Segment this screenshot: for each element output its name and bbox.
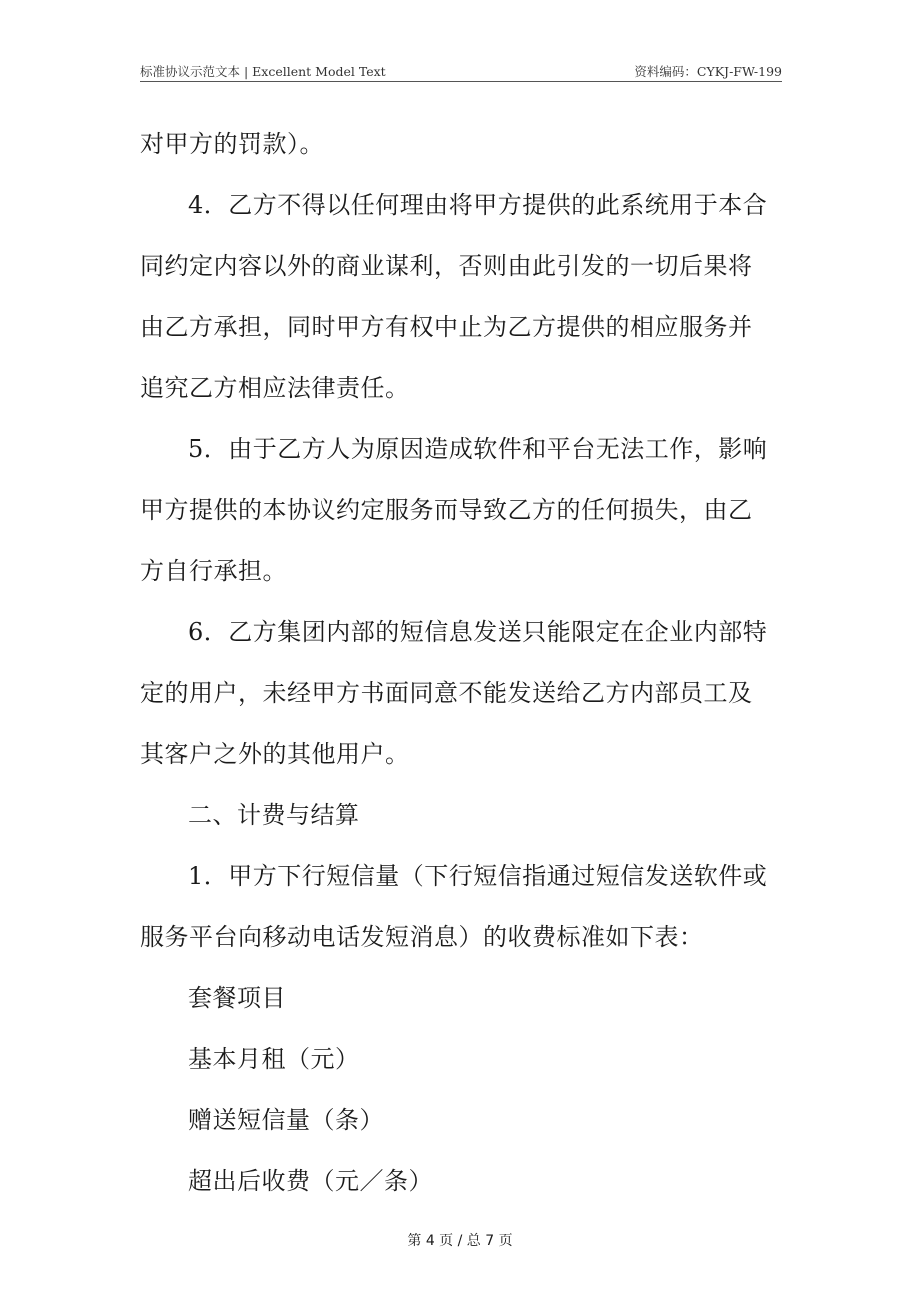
text-line: 甲方提供的本协议约定服务而导致乙方的任何损失，由乙 bbox=[140, 496, 753, 524]
table-item: 基本月租（元） bbox=[188, 1045, 360, 1073]
table-item: 赠送短信量（条） bbox=[188, 1106, 384, 1134]
header-document-code: 资料编码：CYKJ-FW-199 bbox=[634, 64, 782, 79]
page-number: 第 4 页 / 总 7 页 bbox=[407, 1233, 513, 1249]
text-line: 其客户之外的其他用户。 bbox=[140, 740, 410, 768]
table-item: 超出后收费（元／条） bbox=[188, 1167, 433, 1195]
text-line: 5．由于乙方人为原因造成软件和平台无法工作，影响 bbox=[188, 435, 768, 463]
header-divider bbox=[140, 81, 782, 82]
text-line: 同约定内容以外的商业谋利，否则由此引发的一切后果将 bbox=[140, 252, 753, 280]
header-document-type: 标准协议示范文本 | Excellent Model Text bbox=[140, 64, 386, 79]
text-line: 由乙方承担，同时甲方有权中止为乙方提供的相应服务并 bbox=[140, 313, 753, 341]
section-heading: 二、计费与结算 bbox=[188, 801, 360, 829]
text-line: 定的用户，未经甲方书面同意不能发送给乙方内部员工及 bbox=[140, 679, 753, 707]
text-line: 服务平台向移动电话发短消息）的收费标准如下表： bbox=[140, 923, 704, 951]
table-item: 套餐项目 bbox=[188, 984, 286, 1012]
text-line: 4．乙方不得以任何理由将甲方提供的此系统用于本合 bbox=[188, 191, 768, 219]
text-line: 对甲方的罚款）。 bbox=[140, 130, 324, 158]
text-line: 6．乙方集团内部的短信息发送只能限定在企业内部特 bbox=[188, 618, 768, 646]
text-line: 1．甲方下行短信量（下行短信指通过短信发送软件或 bbox=[188, 862, 768, 890]
text-line: 追究乙方相应法律责任。 bbox=[140, 374, 410, 402]
text-line: 方自行承担。 bbox=[140, 557, 287, 585]
page-header bbox=[140, 62, 782, 80]
document-body bbox=[140, 114, 780, 1212]
